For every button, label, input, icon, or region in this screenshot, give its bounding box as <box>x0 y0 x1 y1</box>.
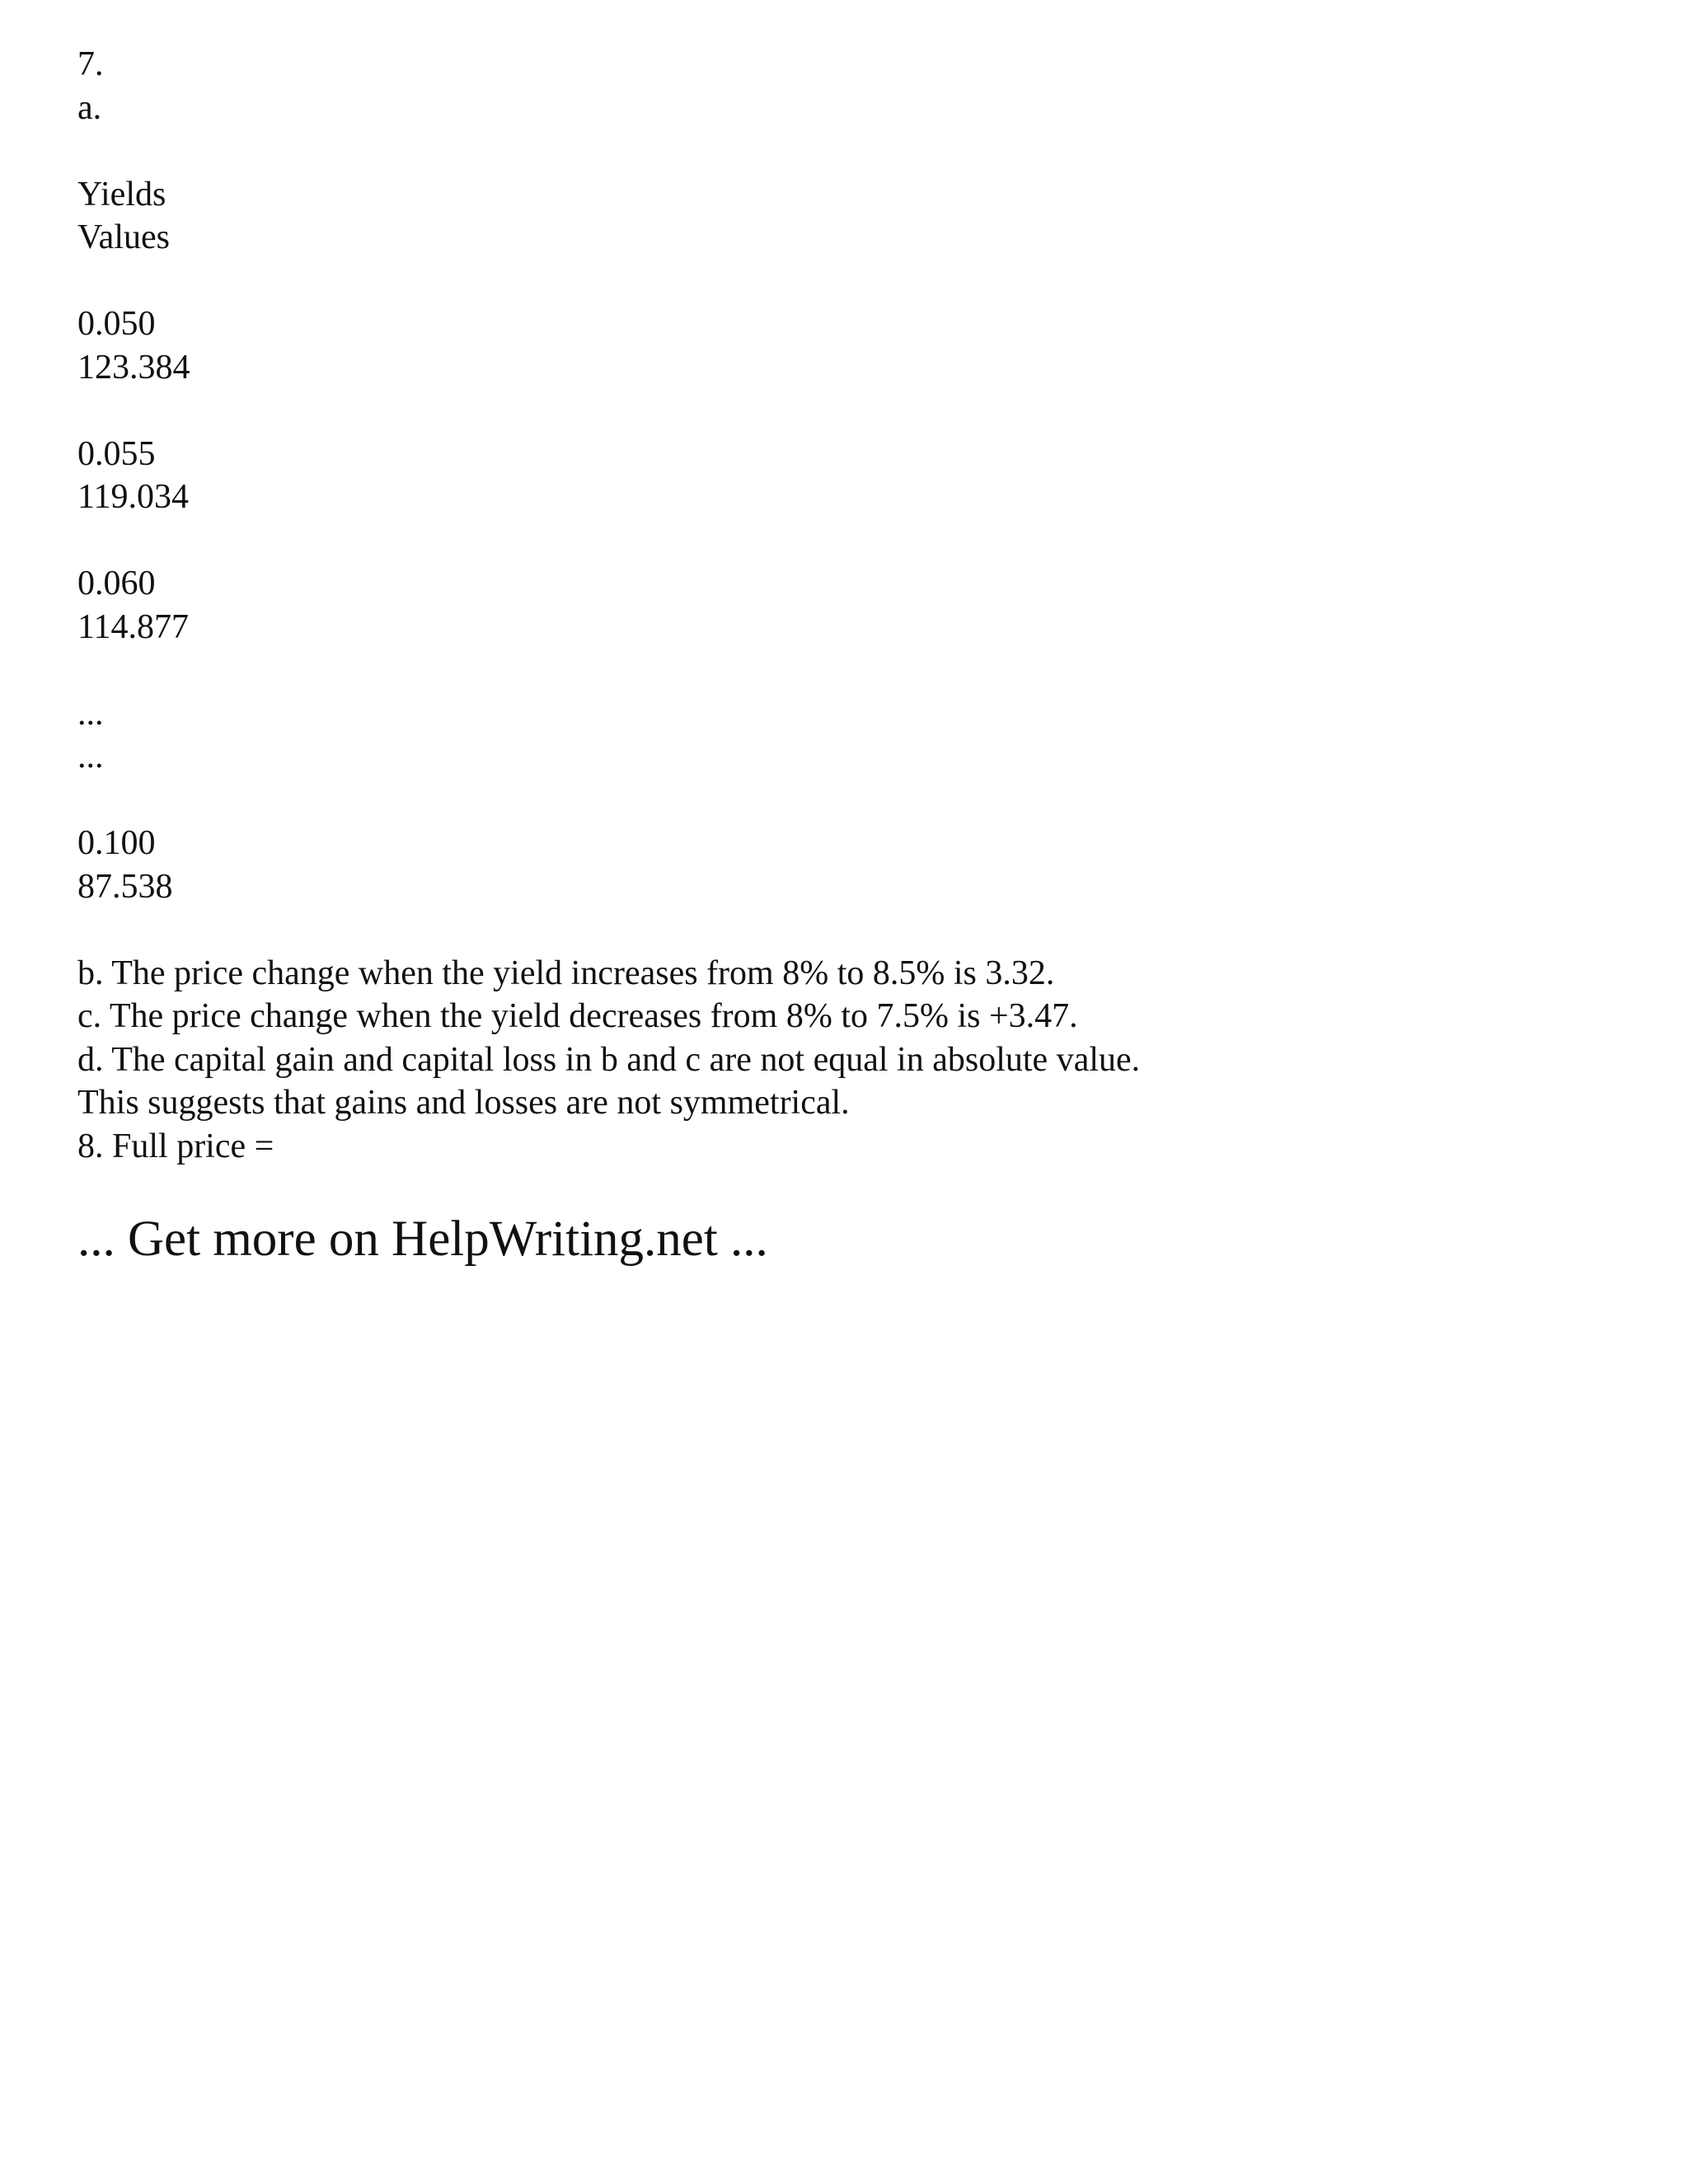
document-body <box>77 43 1643 1268</box>
question-8-full-price: 8. Full price = <box>77 1127 274 1165</box>
table-cell-yield: 0.060 <box>77 565 156 602</box>
table-header-yields: Yields <box>77 175 166 213</box>
table-cell-value: ... <box>77 738 104 776</box>
table-cell-value: 119.034 <box>77 478 189 516</box>
table-cell-yield: 0.100 <box>77 824 156 862</box>
spacer <box>77 908 1643 952</box>
spacer <box>77 129 1643 173</box>
spacer <box>77 649 1643 692</box>
table-cell-value: 87.538 <box>77 867 173 906</box>
table-cell-yield: 0.055 <box>77 434 156 473</box>
table-cell-yield: ... <box>77 694 104 733</box>
question-number: 7. <box>77 45 104 83</box>
answer-part-b: b. The price change when the yield increases from 8% to 8.5% is 3.32. <box>77 954 1055 992</box>
spacer <box>77 779 1643 823</box>
spacer <box>77 519 1643 563</box>
answer-part-d: d. The capital gain and capital loss in b and c are not equal in absolute value. <box>77 1040 1141 1079</box>
table-cell-value: 123.384 <box>77 348 190 387</box>
table-header-values: Values <box>77 218 170 256</box>
answer-part-c: c. The price change when the yield decreases from 8% to 7.5% is +3.47. <box>77 997 1078 1035</box>
answer-part-d-continued: This suggests that gains and losses are not symmetrical. <box>77 1084 850 1122</box>
table-cell-yield: 0.050 <box>77 305 156 343</box>
promo-link[interactable]: ... Get more on HelpWriting.net ... <box>77 1212 768 1267</box>
spacer <box>77 260 1643 303</box>
part-label-a: a. <box>77 88 102 127</box>
spacer <box>77 389 1643 433</box>
table-cell-value: 114.877 <box>77 607 189 646</box>
